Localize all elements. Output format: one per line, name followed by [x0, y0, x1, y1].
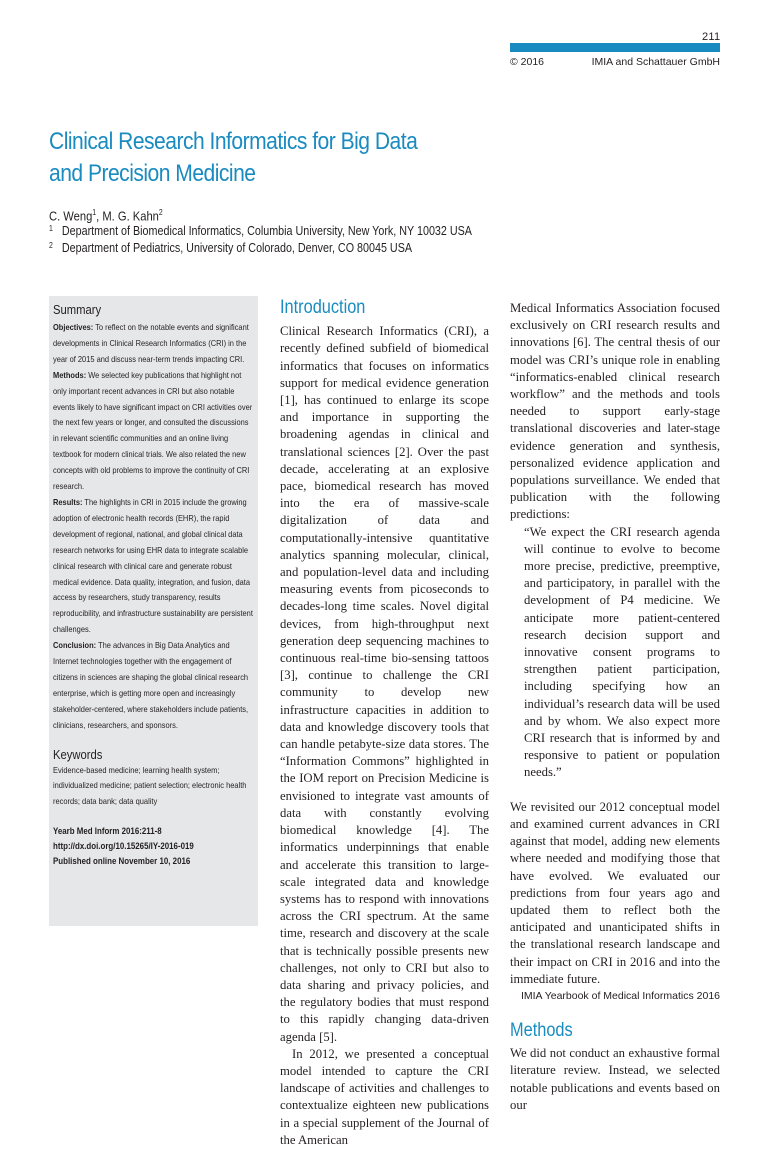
- summary-panel: [53, 303, 255, 869]
- column-right: [510, 0, 720, 1114]
- footer-journal: IMIA Yearbook of Medical Informatics 2016: [520, 990, 720, 1002]
- conclusion-text: The advances in Big Data Analytics and Internet technologies together with the engagement of citizens in sciences are shaping the global clinical research enterprise, which is getting more open and increasingly stakeholder-centered, where stakeholders include patients, clinicians, researchers, and sponsors.: [53, 640, 249, 730]
- author-1: C. Weng: [49, 208, 93, 224]
- publisher: IMIA and Schattauer GmbH: [591, 56, 720, 68]
- page-number: 211: [702, 31, 721, 43]
- title-line-1: Clinical Research Informatics for Big Data: [49, 128, 418, 155]
- affiliation-2-sup: 2: [49, 241, 53, 250]
- methods-heading: Methods: [510, 1019, 573, 1041]
- affiliation-1-text: Department of Biomedical Informatics, Columbia University, New York, NY 10032 USA: [61, 224, 472, 238]
- objectives-label: Objectives:: [53, 322, 94, 332]
- prediction-quote: “We expect the CRI research agenda will continue to evolve to become more precise, predictive, preemptive, and participatory, in parallel with the development of P4 medicine. We anticipate more patient-centered research decision support and innovative consent programs to strengthen patient participation, including specifying how an individual’s research data will be used and by whom. We also expect more CRI research that is informed by and responsive to patient or population needs.”: [524, 524, 720, 780]
- affiliation-2-text: Department of Pediatrics, University of Colorado, Denver, CO 80045 USA: [61, 241, 413, 255]
- conclusion-label: Conclusion:: [53, 640, 97, 651]
- methods-paragraph-1: We did not conduct an exhaustive formal literature review. Instead, we selected notable publications and events based on our: [510, 1046, 720, 1112]
- author-separator: ,: [96, 208, 103, 224]
- introduction-paragraph-1: Clinical Research Informatics (CRI), a recently defined subfield of biomedical informatics that focuses on informatics support for medical evidence generation [1], has continued to enlarge its scope and importance in supporting the broadening agendas in clinical and translational sciences [2]. Over the past decade, accelerating at an explosive pace, biomedical research has moved into the era of massive-scale digitalization of data and computationally-intensive quantitative analytics spanning molecular, clinical, and population-level data and including measuring events from picoseconds to decades-long time scales. Novel digital devices, from high-throughput next generation deep sequencing machines to continuous real-time bio-sensing tattoos [3], continue to challenge the CRI community to develop new infrastructure capacities in addition to data and knowledge discovery tools that can handle petabyte-size data stores. The “Information Commons” highlighted in the IOM report on Precision Medicine is envisioned to integrate vast amounts of data with constantly evolving biomedical knowledge [4]. The informatics underpinnings that enable and accelerate this transition to large-scale integrated data and knowledge systems has to respond with innovations across the CRI spectrum. At the same time, research and discovery at the scale that is technically possible presents new challenges, not only to CRI but also to data sharing and privacy policies, and the regulatory bodies that must respond to this rapidly changing data-driven agenda [5].: [280, 324, 489, 1044]
- results-label: Results:: [53, 496, 83, 507]
- objectives-text: To reflect on the notable events and significant developments in Clinical Research Informatics (CRI) in the year of 2015 and discuss near-term trends impacting CRI.: [53, 322, 249, 364]
- keywords-text: Evidence-based medicine; learning health system; individualized medicine; patient selection; electronic health records; data bank; data quality: [53, 764, 247, 807]
- citation-journal: Yearb Med Inform 2016:211-8: [53, 826, 162, 837]
- title-line-2: and Precision Medicine: [49, 160, 256, 187]
- citation-block: [53, 824, 255, 869]
- introduction-heading: Introduction: [280, 297, 366, 318]
- results-text: The highlights in CRI in 2015 include the growing adoption of electronic health records (EHR), the rapid development of regional, national, and global clinical data research networks for using EHR data to integrate scalable clinical research with clinical care and generate robust medical evidence. Data quality, integration, and fusion, data access by researchers, study transparency, results reproducibility, and infrastructure sustainability are persistent challenges.: [53, 496, 253, 635]
- keywords-heading: Keywords: [53, 747, 103, 762]
- right-paragraph-2: We revisited our 2012 conceptual model and examined current advances in CRI against that model, adding new elements where needed and modifying those that have evolved. We evaluated our predictions from four years ago and updated them to reflect both the anticipated and unanticipated shifts in the translational research landscape and their impact on CRI in 2016 and into the immediate future.: [510, 799, 720, 986]
- column-introduction: [280, 0, 489, 1149]
- citation-doi[interactable]: http://dx.doi.org/10.15265/IY-2016-019: [53, 841, 194, 852]
- methods-text: We selected key publications that highlight not only important recent advances in CRI but also notable events likely to have significant impact on CRI activities over the next few years or longer, and consulted the discussions in relevant scientific communities and an online living textbook for modern clinical trials. We also related the new concepts with old problems to improve the continuity of CRI research.: [53, 369, 253, 492]
- summary-body: [53, 320, 255, 734]
- summary-heading: Summary: [53, 303, 102, 317]
- right-paragraph-1: Medical Informatics Association focused exclusively on CRI research results and innovations [6]. The central thesis of our model was CRI’s unique role in enabling “informatics-enabled clinical research workflow” and the methods and tools needed to support early-stage translational discoveries and later-stage evidence generation and synthesis, personalized evidence application and populations surveillance. We ended that publication with the following predictions:: [510, 301, 720, 522]
- authors: [49, 208, 163, 223]
- author-2-sup: 2: [158, 208, 163, 217]
- author-1-sup: 1: [92, 208, 97, 217]
- citation-published: Published online November 10, 2016: [53, 856, 191, 867]
- author-2: M. G. Kahn: [102, 208, 159, 224]
- affiliation-1-sup: 1: [49, 224, 53, 233]
- methods-label: Methods:: [53, 369, 87, 380]
- copyright: © 2016: [510, 56, 545, 68]
- introduction-paragraph-2: In 2012, we presented a conceptual model intended to capture the CRI landscape of activities and challenges to contextualize eighteen new publications in a special supplement of the Journal of the American: [280, 1046, 489, 1147]
